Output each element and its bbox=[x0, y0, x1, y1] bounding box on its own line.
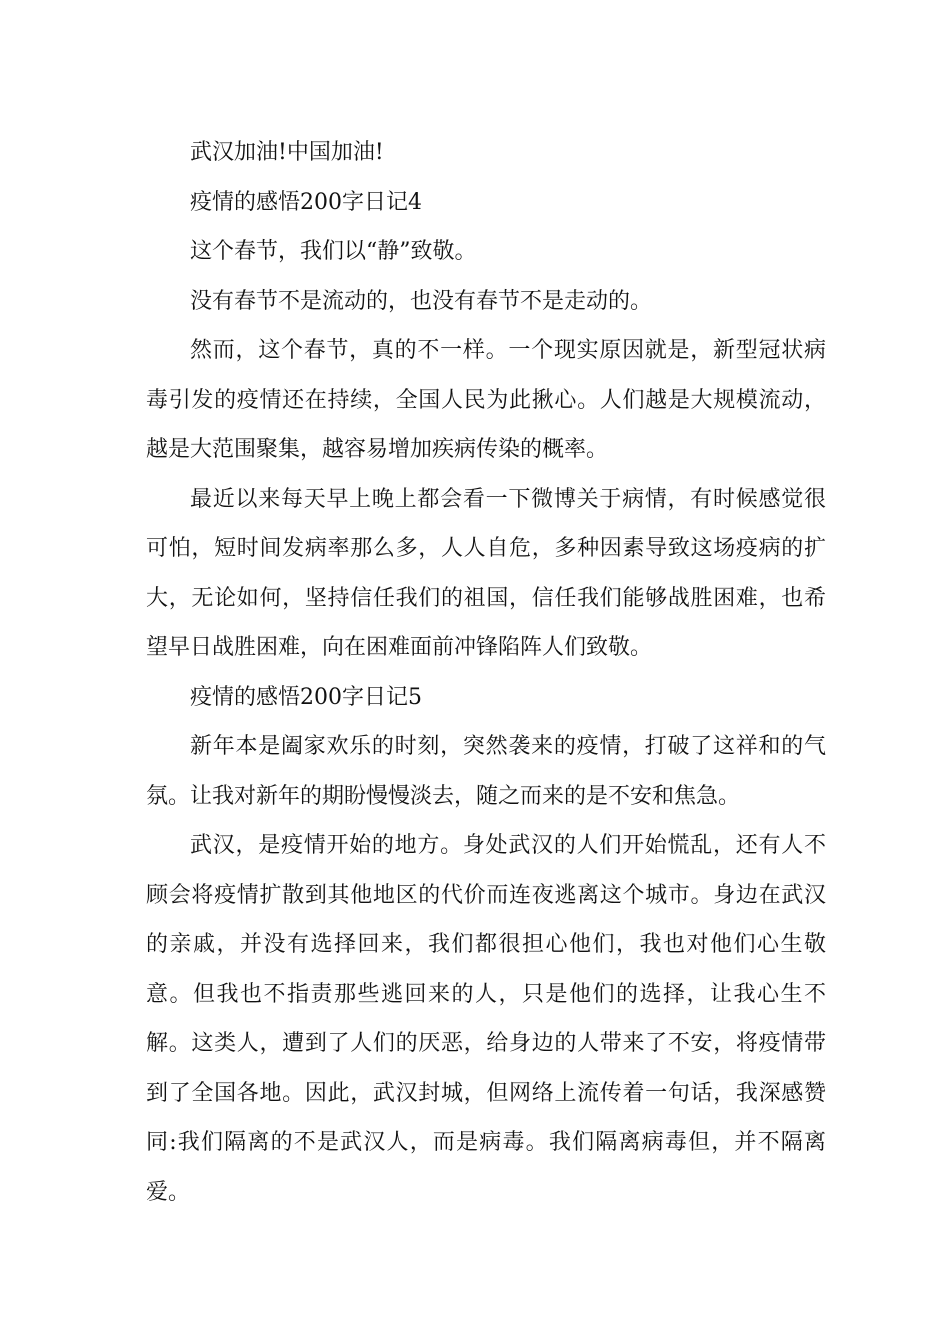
body-paragraph: 这个春节，我们以“静”致敬。 bbox=[190, 239, 477, 264]
body-paragraph: 然而，这个春节，真的不一样。一个现实原因就是，新型冠状病毒引发的疫情还在持续，全国人民为此揪心。人们越是大规模流动，越是大范围聚集，越容易增加疾病传染的概率。 bbox=[146, 338, 826, 462]
document-body bbox=[146, 128, 826, 1217]
body-paragraph: 新年本是阖家欢乐的时刻，突然袭来的疫情，打破了这祥和的气氛。让我对新年的期盼慢慢淡去，随之而来的是不安和焦急。 bbox=[146, 734, 826, 809]
section-heading-5: 疫情的感悟200字日记5 bbox=[190, 684, 422, 710]
section-heading-4: 疫情的感悟200字日记4 bbox=[190, 189, 422, 215]
body-paragraph: 最近以来每天早上晚上都会看一下微博关于病情，有时候感觉很可怕，短时间发病率那么多，人人自危，多种因素导致这场疫病的扩大，无论如何，坚持信任我们的祖国，信任我们能够战胜困难，也希望早日战胜困难，向在困难面前冲锋陷阵人们致敬。 bbox=[146, 486, 826, 660]
body-paragraph: 武汉，是疫情开始的地方。身处武汉的人们开始慌乱，还有人不顾会将疫情扩散到其他地区的代价而连夜逃离这个城市。身边在武汉的亲戚，并没有选择回来，我们都很担心他们，我也对他们心生敬意。但我也不指责那些逃回来的人，只是他们的选择，让我心生不解。这类人，遭到了人们的厌恶，给身边的人带来了不安，将疫情带到了全国各地。因此，武汉封城，但网络上流传着一句话，我深感赞同:我们隔离的不是武汉人，而是病毒。我们隔离病毒但，并不隔离爱。 bbox=[146, 833, 826, 1205]
body-paragraph: 没有春节不是流动的，也没有春节不是走动的。 bbox=[190, 288, 653, 314]
slogan-paragraph: 武汉加油!中国加油! bbox=[190, 140, 384, 165]
